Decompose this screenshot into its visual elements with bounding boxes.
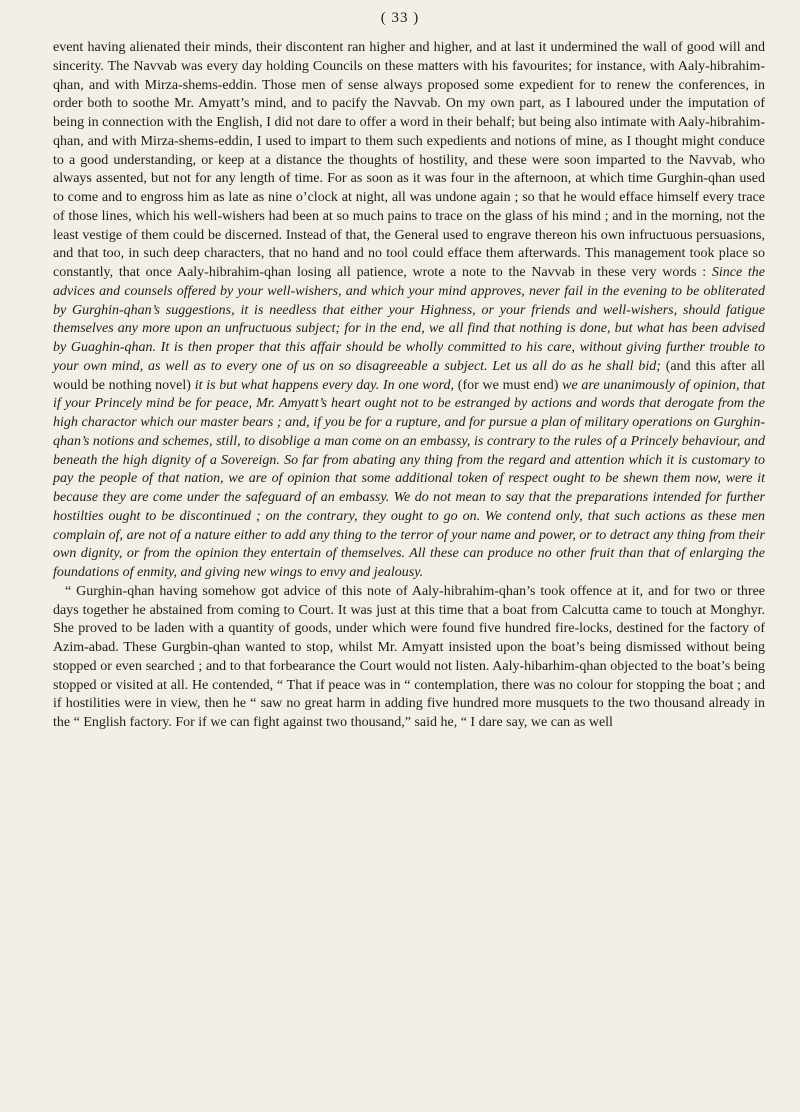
italic-text-run: it is but what happens every day. In one word, [194,377,455,393]
text-run: (for we must end) [454,377,563,393]
italic-text-run: we are unanimously of opinion, that if your Princely mind be for peace, Mr. Amyatt’s heart ought not to be estranged by actions and words that derogate from the high charactor which our master bears ; and, if you be for a rupture, and for pursue a plan of military operations on Gurghin-qhan’s notions and schemes, still, to disoblige a man come on an embassy, is contrary to the rules of a Princely behaviour, and beneath the high dignity of a Sovereign. So far from abating any thing from the regard and attention which it is customary to pay the people of that nation, we are of opinion that some additional token of respect ought to be shewn them now, were it because they are come under the safeguard of an embassy. We do not mean to say that the preparations intended for further hostilties ought to be discontinued ; on the contrary, they ought to go on. We contend only, that such actions as these men complain of, are not of a nature either to add any thing to the terror of your name and power, or to detract any thing from their own dignity, or from the opinion they entertain of themselves. All these can produce no other fruit than that of enlarging the foundations of enmity, and giving new wings to envy and jealousy. [53,377,765,580]
paragraph [53,583,765,733]
body-text [53,39,765,733]
italic-text-run: Since the advices and counsels offered by your well-wishers, and which your mind approves, never fail in the evening to be obliterated by Gurghin-qhan’s suggestions, it is needless that either your Highness, or your friends and well-wishers, should fatigue themselves any more upon an unfructuous subject; for in the end, we all find that nothing is done, but what has been advised by Guaghin-qhan. It is then proper that this affair should be wholly committed to his care, without giving further trouble to your own mind, as well as to every one of us on so disagreeable a subject. Let us all do as he shall bid; [53,265,765,374]
text-run: “ Gurghin-qhan having somehow got advice of this note of Aaly-hibrahim-qhan’s took offence at it, and for two or three days together he abstained from coming to Court. It was just at this time that a boat from Calcutta came to touch at Monghyr. She proved to be laden with a quantity of goods, under which were found five hundred fire-locks, destined for the factory of Azim-abad. These Gurgbin-qhan wanted to stop, whilst Mr. Amyatt insisted upon the boat’s being dismissed without being stopped or even searched ; and to that forbearance the Court would not listen. Aaly-hibarhim-qhan objected to the boat’s being stopped or visited at all. He contended, “ That if peace was in “ contemplation, there was no colour for stopping the boat ; and if hostilities were in view, then he “ saw no great harm in adding five hundred more musquets to the two thousand already in the “ English factory. For if we can fight against two thousand,” said he, “ I dare say, we can as well [53,583,765,730]
page-number: ( 33 ) [380,10,420,26]
paragraph [53,39,765,583]
text-run: (and this after all would be nothing novel) [53,358,765,393]
text-run: event having alienated their minds, their discontent ran higher and higher, and at last it undermined the wall of good will and sincerity. The Navvab was every day holding Councils on these matters with his favourites; for instance, with Aaly-hibrahim-qhan, and with Mirza-shems-eddin. Those men of sense always proposed some expedient for to renew the conferences, in order both to soothe Mr. Amyatt’s mind, and to pacify the Navvab. On my own part, as I laboured under the imputation of being in connection with the English, I did not dare to offer a word in their behalf; but being also intimate with Aaly-hibrahim-qhan, and with Mirza-shems-eddin, I used to impart to them such expedients and notions of mine, as I thought might conduce to a good understanding, or keep at a distance the thoughts of hostility, and these were soon imparted to the Navvab, who always assented, but not for any length of time. For as soon as it was four in the afternoon, at which time Gurghin-qhan used to come and to engross him as late as nine o’clock at night, all was undone again ; so that he would efface himself every trace of those lines, which his well-wishers had been at so much pains to trace on the glass of his mind ; and in the morning, not the least vestige of them could be discerned. Instead of that, the General used to engrave thereon his own infructuous persuasions, and that too, in such deep characters, that no hand and no tool could efface them afterwards. This management took place so constantly, that once Aaly-hibrahim-qhan losing all patience, wrote a note to the Navvab in these very words : [53,40,765,280]
